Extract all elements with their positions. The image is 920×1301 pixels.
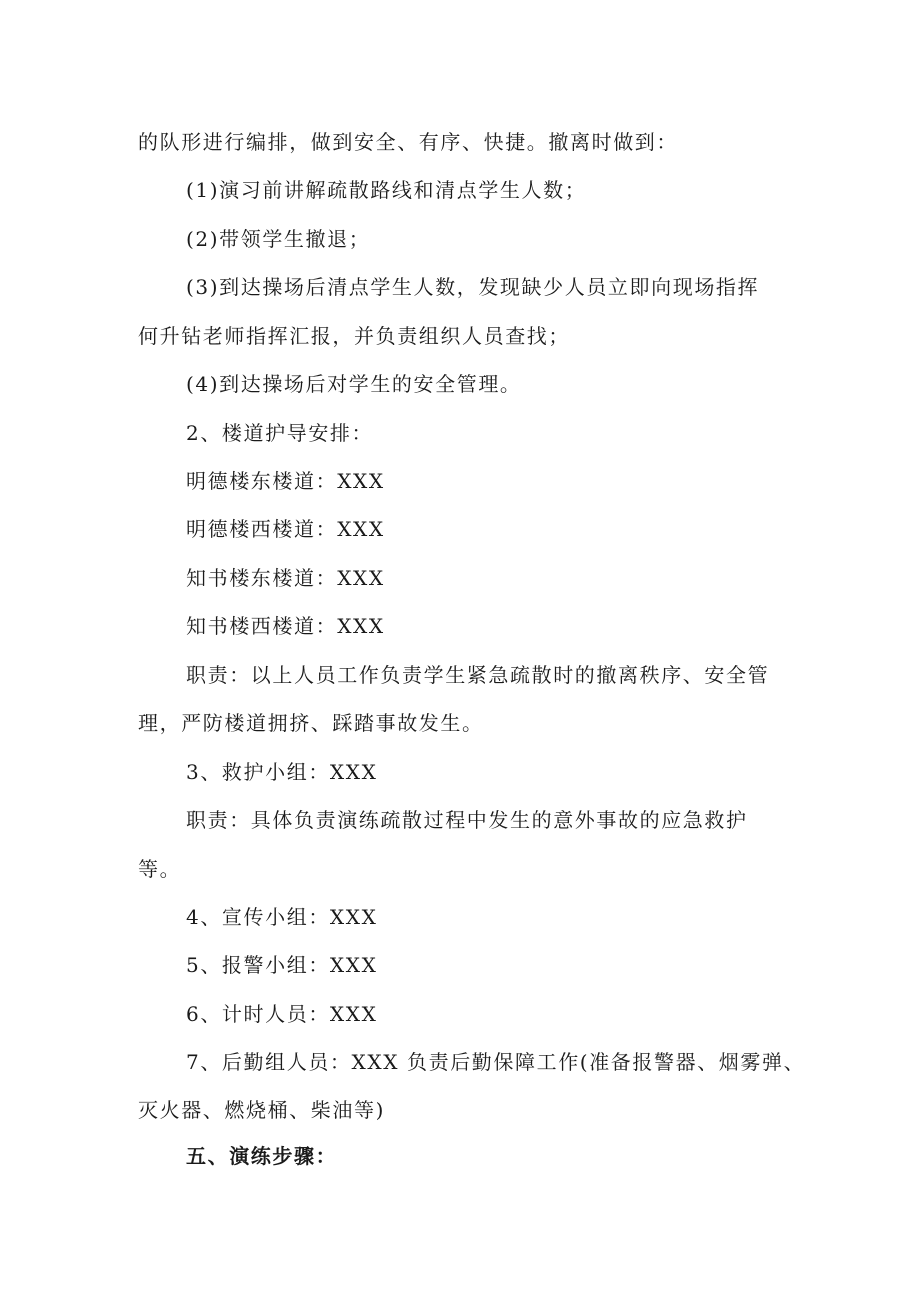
list-item-3-continuation: 何升钻老师指挥汇报，并负责组织人员查找； [138,324,570,348]
section-heading-6: 6、计时人员：XXX [186,1002,378,1026]
duty-description-continuation: 理，严防楼道拥挤、踩踏事故发生。 [138,711,484,735]
chapter-heading: 五、演练步骤： [186,1144,338,1168]
paragraph-line: 的队形进行编排，做到安全、有序、快捷。撤离时做到： [138,130,678,154]
list-item-2: (2)带领学生撤退； [186,227,371,251]
staircase-assignment: 知书楼西楼道：XXX [186,614,385,638]
duty-description-continuation: 等。 [138,857,182,881]
list-item-1: (1)演习前讲解疏散路线和清点学生人数； [186,178,587,202]
staircase-assignment: 明德楼西楼道：XXX [186,517,385,541]
section-heading-5: 5、报警小组：XXX [186,953,378,977]
section-heading-2: 2、楼道护导安排： [186,421,374,445]
section-heading-3: 3、救护小组：XXX [186,760,378,784]
list-item-3: (3)到达操场后清点学生人数，发现缺少人员立即向现场指挥 [186,275,760,299]
duty-description: 职责：以上人员工作负责学生紧急疏散时的撤离秩序、安全管 [186,663,770,687]
staircase-assignment: 明德楼东楼道：XXX [186,469,385,493]
section-heading-7: 7、后勤组人员：XXX 负责后勤保障工作(准备报警器、烟雾弹、 [186,1050,806,1074]
section-7-continuation: 灭火器、燃烧桶、柴油等) [138,1098,386,1122]
list-item-4: (4)到达操场后对学生的安全管理。 [186,372,522,396]
staircase-assignment: 知书楼东楼道：XXX [186,566,385,590]
section-heading-4: 4、宣传小组：XXX [186,905,378,929]
duty-description: 职责：具体负责演练疏散过程中发生的意外事故的应急救护 [186,808,748,832]
